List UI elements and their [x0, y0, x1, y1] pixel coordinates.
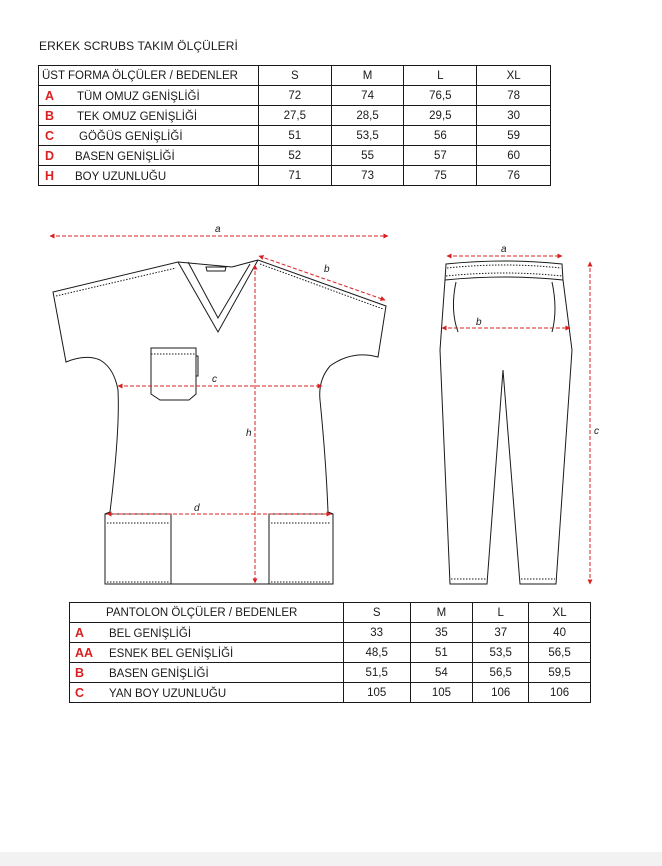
- measure-label: BASEN GENİŞLİĞİ: [109, 667, 209, 680]
- size-header-l: L: [404, 66, 477, 86]
- table-cell: 75: [404, 166, 477, 186]
- pants-label-b: b: [476, 317, 482, 328]
- measure-label: GÖĞÜS GENİŞLİĞİ: [79, 130, 183, 143]
- table-cell: 72: [258, 86, 331, 106]
- shirt-outline: [53, 260, 386, 584]
- pants-label-a: a: [501, 244, 507, 255]
- pants-outline: [440, 261, 572, 584]
- measure-label: BOY UZUNLUĞU: [75, 170, 167, 183]
- table-cell: 40: [529, 623, 591, 643]
- table-cell: 29,5: [404, 106, 477, 126]
- pants-label-c: c: [594, 426, 599, 437]
- size-header-m: M: [331, 66, 404, 86]
- measure-code: C: [75, 685, 85, 700]
- label-a: a: [215, 224, 221, 235]
- label-c: c: [212, 374, 217, 385]
- table-row: [70, 643, 591, 663]
- label-b: b: [324, 264, 330, 275]
- shirt-measure-b: [259, 256, 385, 300]
- garment-diagrams: [0, 210, 662, 600]
- table-cell: 60: [477, 146, 551, 166]
- table-cell: 35: [410, 623, 473, 643]
- table-cell: 53,5: [331, 126, 404, 146]
- size-header-xl: XL: [529, 603, 591, 623]
- table-cell: 57: [404, 146, 477, 166]
- label-h: h: [246, 428, 252, 439]
- table-header-row: [70, 603, 591, 623]
- table-cell: 51: [410, 643, 473, 663]
- garment-diagram-svg: [0, 210, 662, 600]
- table-cell: 106: [529, 683, 591, 703]
- measure-code: H: [45, 168, 55, 183]
- size-header-l: L: [473, 603, 529, 623]
- measure-label: BEL GENİŞLİĞİ: [109, 627, 192, 640]
- measure-code: B: [75, 665, 85, 680]
- table-cell: 78: [477, 86, 551, 106]
- table-cell: 56,5: [529, 643, 591, 663]
- table-cell: 53,5: [473, 643, 529, 663]
- table-cell: 27,5: [258, 106, 331, 126]
- table-cell: 56,5: [473, 663, 529, 683]
- top-size-table: [38, 65, 551, 186]
- measure-label: ESNEK BEL GENİŞLİĞİ: [109, 647, 234, 660]
- table-header-label: PANTOLON ÖLÇÜLER / BEDENLER: [70, 603, 344, 623]
- page-bottom-strip: [0, 852, 662, 866]
- table-row: [39, 146, 551, 166]
- measure-code: A: [75, 625, 85, 640]
- table-cell: 52: [258, 146, 331, 166]
- measure-label: TEK OMUZ GENİŞLİĞİ: [77, 110, 198, 123]
- table-header-row: [39, 66, 551, 86]
- table-row: [39, 166, 551, 186]
- measure-code: C: [45, 128, 55, 143]
- pants-size-table: [69, 602, 591, 703]
- size-header-s: S: [258, 66, 331, 86]
- table-cell: 74: [331, 86, 404, 106]
- table-cell: 28,5: [331, 106, 404, 126]
- table-row: [70, 663, 591, 683]
- size-header-xl: XL: [477, 66, 551, 86]
- size-header-m: M: [410, 603, 473, 623]
- table-cell: 106: [473, 683, 529, 703]
- table-cell: 76,5: [404, 86, 477, 106]
- table-row: [70, 683, 591, 703]
- table-cell: 73: [331, 166, 404, 186]
- table-cell: 51: [258, 126, 331, 146]
- table-cell: 59,5: [529, 663, 591, 683]
- page-title: ERKEK SCRUBS TAKIM ÖLÇÜLERİ: [39, 39, 238, 53]
- measure-code: A: [45, 88, 55, 103]
- label-d: d: [194, 503, 200, 514]
- table-cell: 56: [404, 126, 477, 146]
- table-cell: 105: [410, 683, 473, 703]
- table-cell: 55: [331, 146, 404, 166]
- table-cell: 105: [343, 683, 410, 703]
- table-cell: 30: [477, 106, 551, 126]
- table-row: [39, 106, 551, 126]
- measure-code: AA: [75, 645, 94, 660]
- table-cell: 48,5: [343, 643, 410, 663]
- table-row: [39, 126, 551, 146]
- size-header-s: S: [343, 603, 410, 623]
- measure-label: YAN BOY UZUNLUĞU: [109, 687, 227, 700]
- table-row: [70, 623, 591, 643]
- measure-label: BASEN GENİŞLİĞİ: [75, 150, 175, 163]
- table-cell: 76: [477, 166, 551, 186]
- table-cell: 71: [258, 166, 331, 186]
- table-cell: 37: [473, 623, 529, 643]
- table-header-label: ÜST FORMA ÖLÇÜLER / BEDENLER: [39, 66, 259, 86]
- table-cell: 59: [477, 126, 551, 146]
- table-row: [39, 86, 551, 106]
- table-cell: 54: [410, 663, 473, 683]
- measure-label: TÜM OMUZ GENİŞLİĞİ: [77, 90, 200, 103]
- measure-code: D: [45, 148, 55, 163]
- table-cell: 51,5: [343, 663, 410, 683]
- measure-code: B: [45, 108, 55, 123]
- table-cell: 33: [343, 623, 410, 643]
